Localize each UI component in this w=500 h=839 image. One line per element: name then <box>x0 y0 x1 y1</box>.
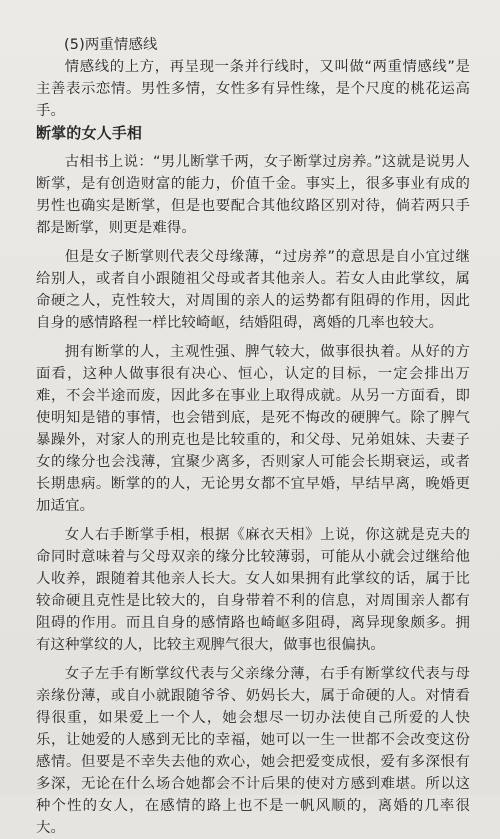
paragraph-4: 女人右手断掌手相，根据《麻衣天相》上说，你这就是克夫的命同时意味着与父母双亲的缘分比较薄弱，可能从小就会过继给他人收养，跟随着其他亲人长大。女人如果拥有此掌纹的话，属于比较命硬且克性是比较大的，自身带着不利的信息，对周围亲人都有阻碍的作用。而且自身的感情路也崎岖多阻碍，离异现象颇多。拥有这种掌纹的人，比较主观脾气很大，做事也很偏执。 <box>36 527 470 653</box>
paragraph-5: 女子左手有断掌纹代表与父亲缘分薄，右手有断掌纹代表与母亲缘份薄，或自小就跟随爷爷、奶妈长大，属于命硬的人。对情看得很重，如果爱上一个人，她会想尽一切办法使自己所爱的人快乐，让她爱的人感到无比的幸福，她可以一生一世都不会改变这份感情。但要是不幸失去他的欢心，她会把爱变成恨，爱有多深恨有多深，无论在什么场合她都会不计后果的使对方感到难堪。所以这种个性的女人，在感情的路上也不是一帆风顺的，离婚的几率很大。 <box>36 666 470 836</box>
section-paragraph: 情感线的上方，再呈现一条并行线时，又叫做“两重情感线”是主善表示恋情。男性多情，女性多有异性缘，是个尺度的桃花运高手。 <box>36 59 470 119</box>
paragraph-2: 但是女子断掌则代表父母缘薄，“过房养”的意思是自小宜过继给别人，或者自小跟随祖父母或者其他亲人。若女人由此掌纹，属命硬之人，克性较大，对周围的亲人的运势都有阻碍的作用，因此自身的感情路程一样比较崎岖，结婚阻碍，离婚的几率也较大。 <box>36 249 470 331</box>
paragraph-3: 拥有断掌的人，主观性强、脾气较大，做事很执着。从好的方面看，这种人做事很有决心、恒心，认定的目标，一定会排出万难，不会半途而废，因此多在事业上取得成就。从另一方面看，即使明知是错的事情，也会错到底，是死不悔改的硬脾气。除了脾气暴躁外，对家人的刑克也是比较重的，和父母、兄弟姐妹、夫妻子女的缘分也会浅薄，宜聚少离多，否则家人可能会长期衰运，或者长期患病。断掌的的人，无论男女都不宜早婚，早结早离，晚婚更加适宜。 <box>36 344 470 514</box>
article-title: 断掌的女人手相 <box>36 124 143 142</box>
paragraph-1: 古相书上说：“男儿断掌千两，女子断掌过房养。”这就是说男人断掌，是有创造财富的能力，价值千金。事实上，很多事业有成的男性也确实是断掌，但是也要配合其他纹路区别对待，倘若两只手都是断掌，则更是难得。 <box>36 154 470 236</box>
section-heading: (5)两重情感线 <box>64 37 158 53</box>
